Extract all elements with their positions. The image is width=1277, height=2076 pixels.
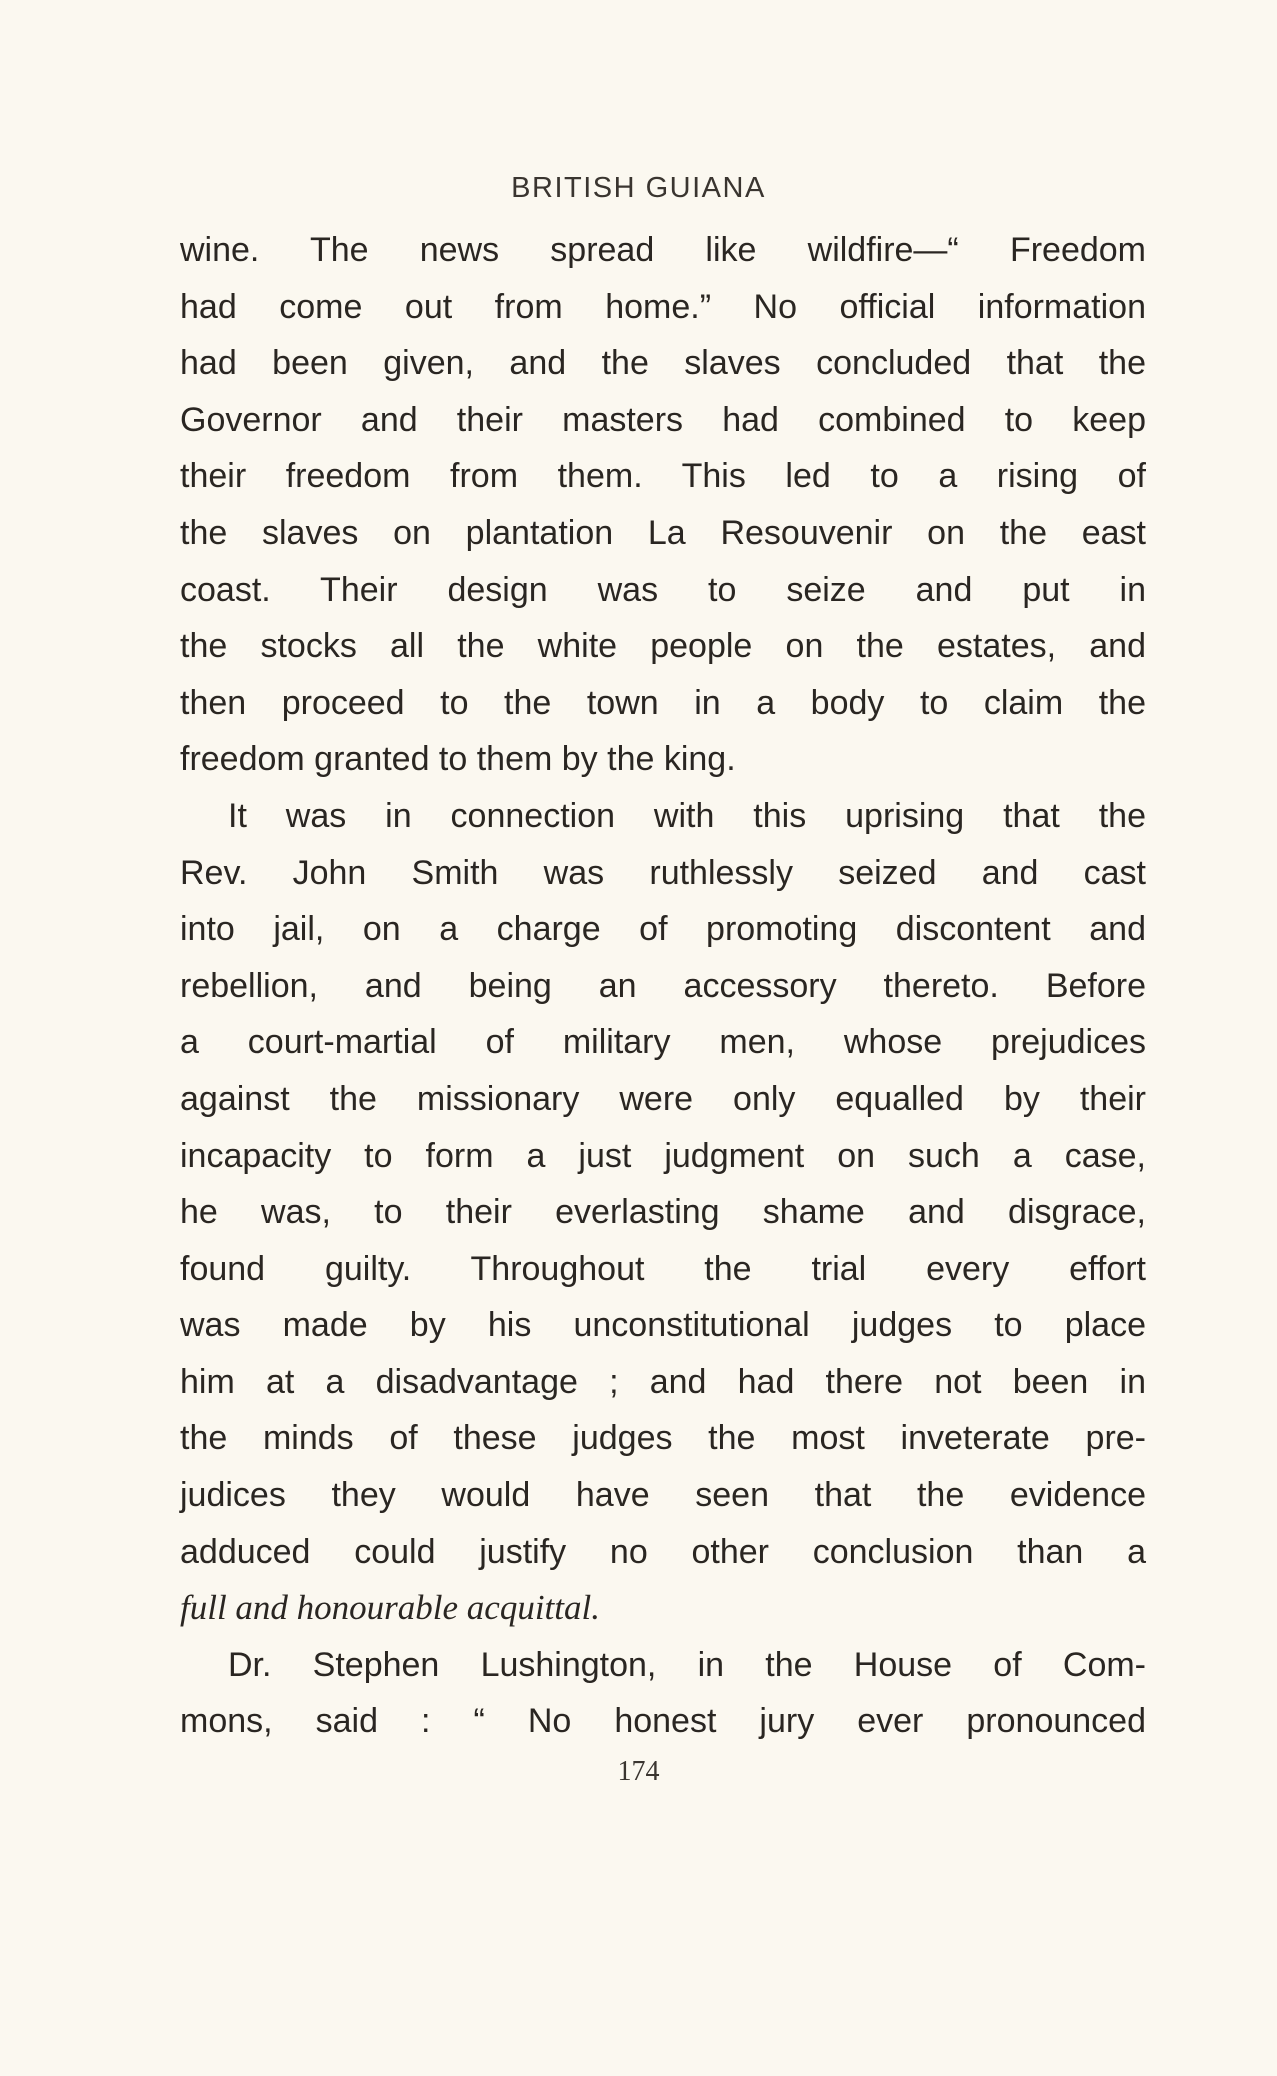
text-line: the stocks all the white people on the estates, and [180, 627, 1146, 666]
text-line: him at a disadvantage ; and had there not been in [180, 1362, 1146, 1401]
text-line: had come out from home.” No official information [180, 287, 1146, 326]
text-line: then proceed to the town in a body to claim the [180, 683, 1146, 722]
text-line: had been given, and the slaves concluded that the [180, 344, 1146, 383]
text-line: a court-martial of military men, whose prejudices [180, 1023, 1146, 1062]
text-line: their freedom from them. This led to a rising of [180, 457, 1146, 496]
text-line: found guilty. Throughout the trial every effort [180, 1249, 1146, 1288]
text-line: against the missionary were only equalled by their [180, 1079, 1146, 1118]
text-line: rebellion, and being an accessory thereto. Before [180, 966, 1146, 1005]
text-line: adduced could justify no other conclusion than a [180, 1532, 1146, 1571]
italic-text-line [180, 1580, 1146, 1637]
text-line: wine. The news spread like wildfire—“ Freedom [180, 231, 1146, 269]
running-head: BRITISH GUIANA [511, 172, 766, 204]
text-line: incapacity to form a just judgment on such a case, [180, 1136, 1146, 1175]
text-line: mons, said : “ No honest jury ever pronounced [180, 1702, 1146, 1741]
text-line: Governor and their masters had combined to keep [180, 400, 1146, 439]
text-line: Rev. John Smith was ruthlessly seized and cast [180, 853, 1146, 892]
text-line: freedom granted to them by the king. [180, 740, 736, 779]
text-line: judices they would have seen that the evidence [180, 1476, 1146, 1515]
text-line: coast. Their design was to seize and put in [180, 570, 1146, 609]
text-line: Dr. Stephen Lushington, in the House of Com- [228, 1645, 1146, 1684]
italic-phrase: full and honourable acquittal. [180, 1588, 600, 1628]
text-line: into jail, on a charge of promoting discontent and [180, 910, 1146, 949]
text-line: the minds of these judges the most inveterate pre- [180, 1419, 1146, 1458]
text-line: the slaves on plantation La Resouvenir on the east [180, 513, 1146, 552]
text-line: was made by his unconstitutional judges to place [180, 1306, 1146, 1345]
text-line: he was, to their everlasting shame and disgrace, [180, 1193, 1146, 1232]
page-number: 174 [617, 1756, 660, 1787]
text-line: It was in connection with this uprising that the [228, 796, 1146, 835]
body-text [180, 222, 1146, 1750]
